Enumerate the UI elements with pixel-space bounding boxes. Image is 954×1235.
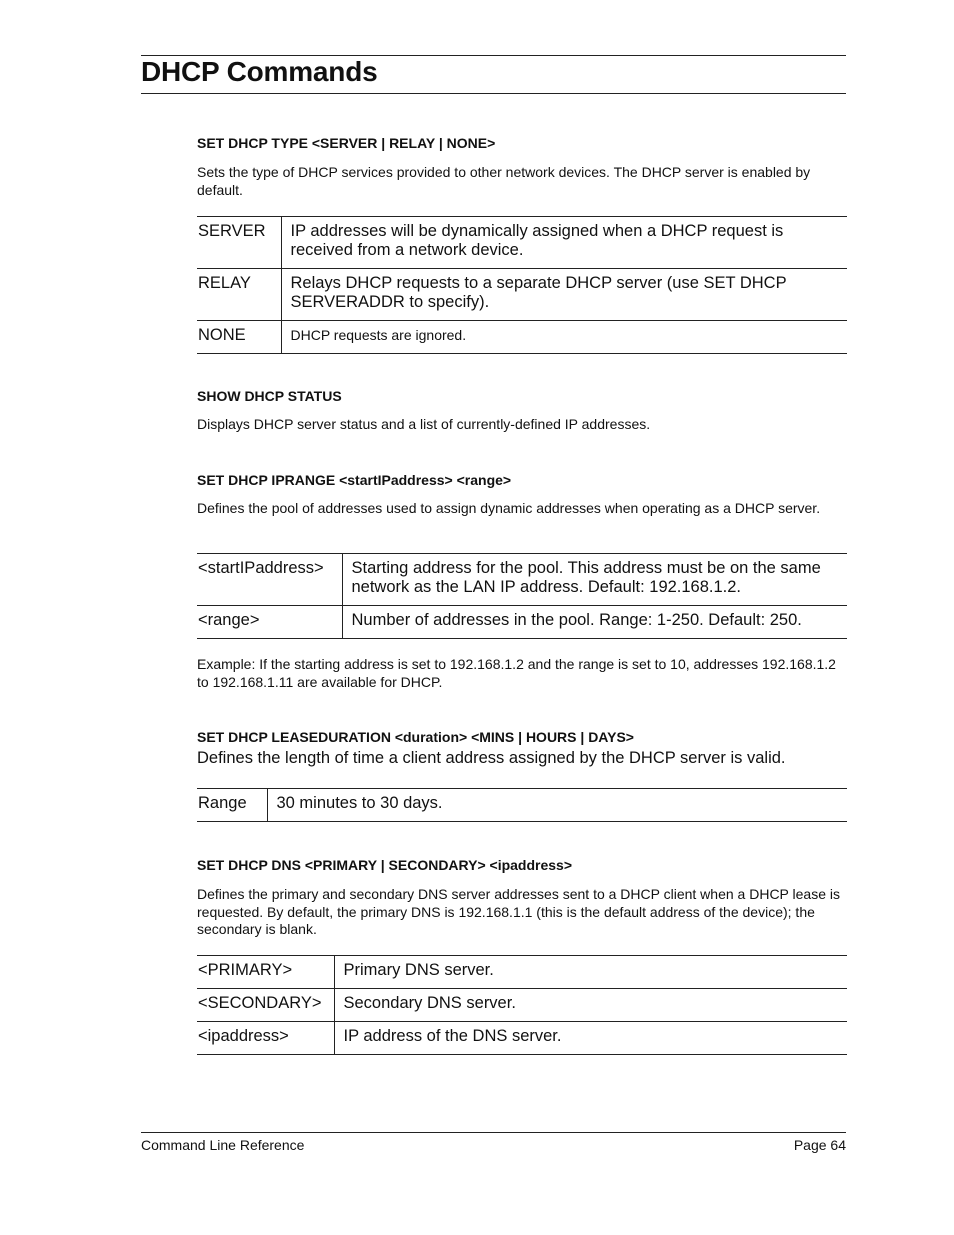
dhcp-iprange-table	[197, 553, 847, 639]
param-key: <ipaddress>	[197, 1022, 334, 1055]
section-description-dhcp-leaseduration: Defines the length of time a client address assigned by the DHCP server is valid.	[197, 749, 786, 767]
section-heading-dhcp-status: SHOW DHCP STATUS	[197, 388, 342, 404]
table-row	[197, 321, 847, 354]
footer-document-title: Command Line Reference	[141, 1137, 305, 1153]
param-value: Starting address for the pool. This address must be on the same network as the LAN IP address. Default: 192.168.1.2.	[342, 554, 847, 606]
param-key: RELAY	[197, 269, 281, 321]
dhcp-type-table	[197, 216, 847, 354]
param-value: IP address of the DNS server.	[334, 1022, 847, 1055]
section-description-dhcp-type: Sets the type of DHCP services provided to other network devices. The DHCP server is enabled by default.	[197, 164, 811, 198]
section-heading-dhcp-dns: SET DHCP DNS <PRIMARY | SECONDARY> <ipaddress>	[197, 857, 573, 873]
param-key: SERVER	[197, 217, 281, 269]
footer-rule	[141, 1132, 846, 1133]
param-value: DHCP requests are ignored.	[281, 321, 847, 354]
title-bottom-rule	[141, 93, 846, 94]
param-key: NONE	[197, 321, 281, 354]
param-key: Range	[197, 789, 267, 822]
param-value: 30 minutes to 30 days.	[267, 789, 847, 822]
param-value: Secondary DNS server.	[334, 989, 847, 1022]
param-key: <range>	[197, 606, 342, 639]
table-row	[197, 956, 847, 989]
param-key: <startIPaddress>	[197, 554, 342, 606]
table-row	[197, 554, 847, 606]
section-description-dhcp-status: Displays DHCP server status and a list of currently-defined IP addresses.	[197, 416, 651, 432]
section-description-dhcp-iprange: Defines the pool of addresses used to assign dynamic addresses when operating as a DHCP server.	[197, 500, 821, 516]
param-value: IP addresses will be dynamically assigned when a DHCP request is received from a network device.	[281, 217, 847, 269]
table-row	[197, 989, 847, 1022]
iprange-example-note: Example: If the starting address is set to 192.168.1.2 and the range is set to 10, addresses 192.168.1.2 to 192.168.1.11 are available for DHCP.	[197, 656, 836, 690]
page-title: DHCP Commands	[141, 56, 378, 87]
table-row	[197, 1022, 847, 1055]
param-value: Primary DNS server.	[334, 956, 847, 989]
section-description-dhcp-dns: Defines the primary and secondary DNS server addresses sent to a DHCP client when a DHCP lease is requested. By default, the primary DNS is 192.168.1.1 (this is the default address of the device); the secondary is blank.	[197, 886, 840, 937]
param-value: Relays DHCP requests to a separate DHCP server (use SET DHCP SERVERADDR to specify).	[281, 269, 847, 321]
table-row	[197, 217, 847, 269]
param-key: <PRIMARY>	[197, 956, 334, 989]
footer-page-number: Page 64	[793, 1137, 846, 1153]
dhcp-leaseduration-table	[197, 788, 847, 822]
section-heading-dhcp-iprange: SET DHCP IPRANGE <startIPaddress> <range>	[197, 472, 512, 488]
dhcp-dns-table	[197, 955, 847, 1055]
table-row	[197, 269, 847, 321]
section-heading-dhcp-type: SET DHCP TYPE <SERVER | RELAY | NONE>	[197, 135, 496, 151]
section-heading-dhcp-leaseduration: SET DHCP LEASEDURATION <duration> <MINS | HOURS | DAYS>	[197, 729, 634, 745]
table-row	[197, 606, 847, 639]
param-key: <SECONDARY>	[197, 989, 334, 1022]
param-value: Number of addresses in the pool. Range: 1-250. Default: 250.	[342, 606, 847, 639]
table-row	[197, 789, 847, 822]
